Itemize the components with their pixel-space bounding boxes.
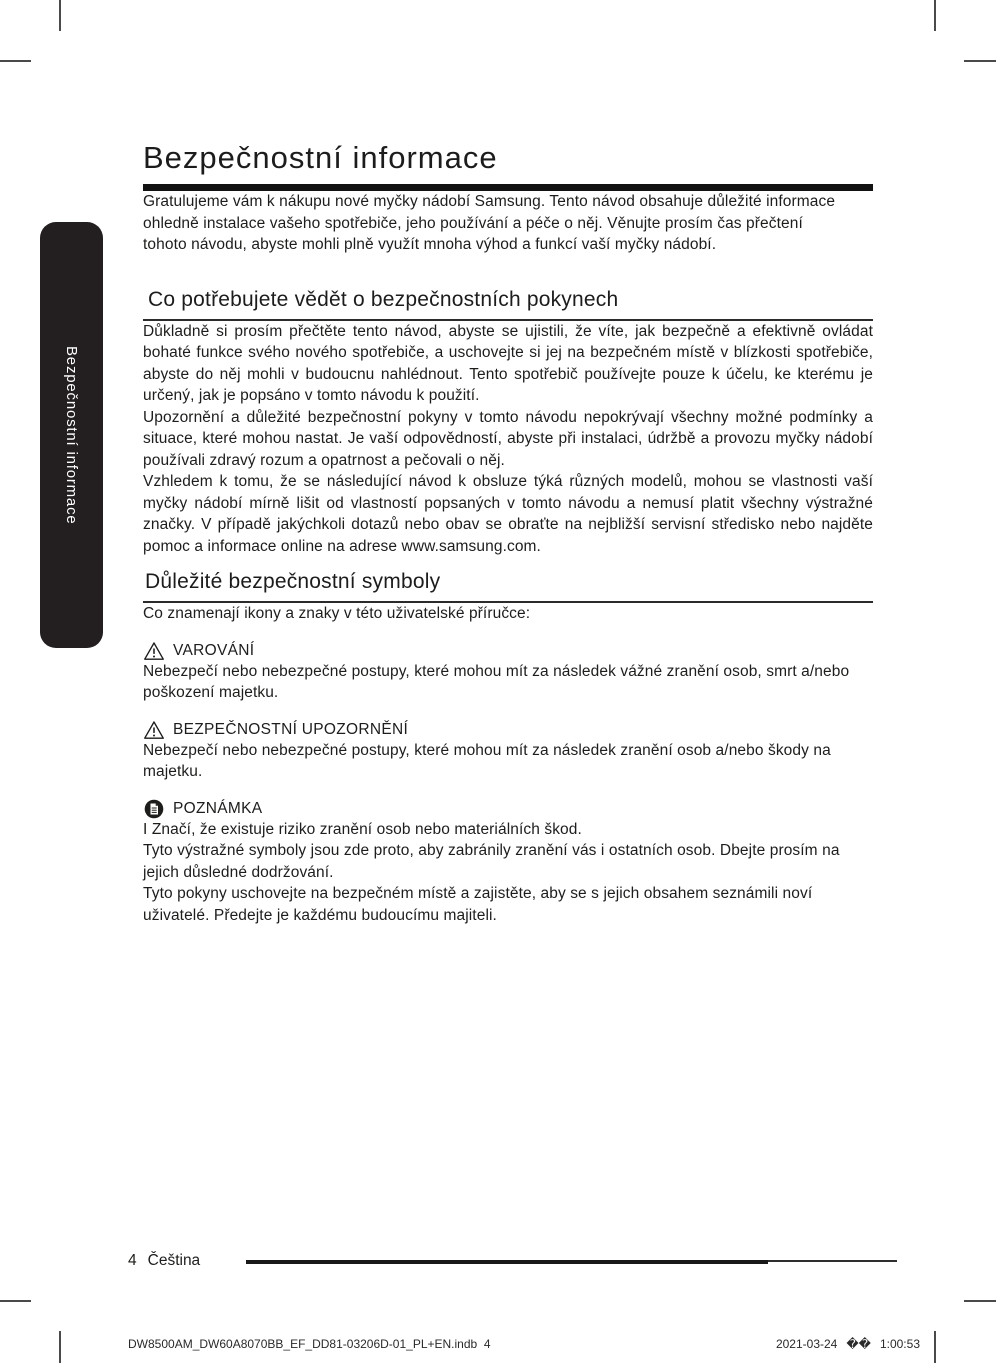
section-heading-safety-instructions: Co potřebujete vědět o bezpečnostních pokynech <box>148 287 619 311</box>
print-timestamp <box>776 1337 920 1351</box>
section1-paragraph-3: Vzhledem k tomu, že se následující návod k obsluze týká různých modelů, mohou se vlastnosti vaší myčky nádobí mírně lišit od vlastností popsaných v tomto návodu a nemusí platit všechny výstražné značky. V případě jakýchkoli dotazů nebo obav se obraťte na nejbližší servisní středisko nebo najděte pomoc a informace online na adrese www.samsung.com. <box>143 473 873 555</box>
print-time: 1:00:53 <box>879 1337 920 1351</box>
title-rule <box>143 184 873 191</box>
page-language: Čeština <box>147 1252 201 1269</box>
warning-triangle-icon <box>143 641 165 661</box>
warning-triangle-icon <box>143 720 165 740</box>
warning-callout-header <box>143 641 873 661</box>
replacement-glyphs: �� <box>846 1337 871 1351</box>
chapter-side-tab <box>40 222 103 648</box>
warning-label: VAROVÁNÍ <box>173 641 255 659</box>
page-number: 4 <box>128 1252 137 1269</box>
crop-mark-bottom-right-horizontal <box>964 1300 996 1302</box>
intro-paragraph: Gratulujeme vám k nákupu nové myčky nádobí Samsung. Tento návod obsahuje důležité informace ohledně instalace vašeho spotřebiče, jeho používání a péče o něj. Věnujte prosím čas přečtení tohoto návodu, abyste mohli plně využít mnoha výhod a funkcí vaší myčky nádobí. <box>143 193 836 253</box>
section1-paragraph-2: Upozornění a důležité bezpečnostní pokyny v tomto návodu nepokrývají všechny možné podmínky a situace, které mohou nastat. Je vaší odpovědností, abyste při instalaci, údržbě a provozu myčky nádobí používali zdravý rozum a opatrnost a pečovali o něj. <box>143 408 873 469</box>
footer-rule <box>246 1260 897 1264</box>
crop-mark-top-left-horizontal <box>0 60 31 62</box>
page-title: Bezpečnostní informace <box>143 140 498 175</box>
crop-mark-bottom-left-horizontal <box>0 1300 31 1302</box>
chapter-side-tab-label: Bezpečnostní informace <box>63 345 80 525</box>
crop-mark-bottom-left-vertical <box>59 1331 61 1363</box>
crop-mark-top-left-vertical <box>59 0 61 31</box>
section1-paragraph-1: Důkladně si prosím přečtěte tento návod, abyste se ujistili, že víte, jak bezpečně a efektivně ovládat bohaté funkce svého nového spotřebiče, a uschovejte si jej na bezpečném místě v blízkosti spotřebiče, abyste do něj mohli v budoucnu nahlédnout. Tento spotřebič používejte pouze k účelu, ke kterému je určený, jak je popsáno v tomto návodu k použití. <box>143 322 873 404</box>
crop-mark-bottom-right-vertical <box>934 1331 936 1363</box>
section-heading-safety-symbols: Důležité bezpečnostní symboly <box>145 570 441 593</box>
footer-rule-thick-segment <box>246 1260 768 1264</box>
page-footer <box>128 1252 200 1270</box>
closing-paragraph-1: Tyto výstražné symboly jsou zde proto, aby zabránily zranění vás i ostatních osob. Dbejte prosím na jejich důsledné dodržování. <box>143 842 840 881</box>
note-label: POZNÁMKA <box>173 799 263 817</box>
note-callout-header <box>143 799 873 819</box>
print-date: 2021-03-24 <box>775 1337 838 1351</box>
document-column <box>143 136 873 926</box>
crop-mark-top-right-horizontal <box>964 60 996 62</box>
warning-description: Nebezpečí nebo nebezpečné postupy, které mohou mít za následek vážné zranění osob, smrt a/nebo poškození majetku. <box>143 662 850 701</box>
note-description: I Značí, že existuje riziko zranění osob nebo materiálních škod. <box>143 820 582 838</box>
caution-description: Nebezpečí nebo nebezpečné postupy, které mohou mít za následek zranění osob a/nebo škody na majetku. <box>143 741 831 780</box>
closing-paragraph-2: Tyto pokyny uschovejte na bezpečném místě a zajistěte, aby se s jejich obsahem seznámili noví uživatelé. Předejte je každému budoucímu majiteli. <box>143 885 813 924</box>
crop-mark-top-right-vertical <box>934 0 936 31</box>
note-icon <box>143 799 165 819</box>
caution-callout-header <box>143 720 873 740</box>
footer-rule-thin-segment <box>768 1260 897 1262</box>
symbols-lead-text: Co znamenají ikony a znaky v této uživatelské příručce: <box>143 605 531 622</box>
caution-label: BEZPEČNOSTNÍ UPOZORNĚNÍ <box>173 720 409 738</box>
print-file-name: DW8500AM_DW60A8070BB_EF_DD81-03206D-01_PL+EN.indb 4 <box>128 1337 491 1351</box>
